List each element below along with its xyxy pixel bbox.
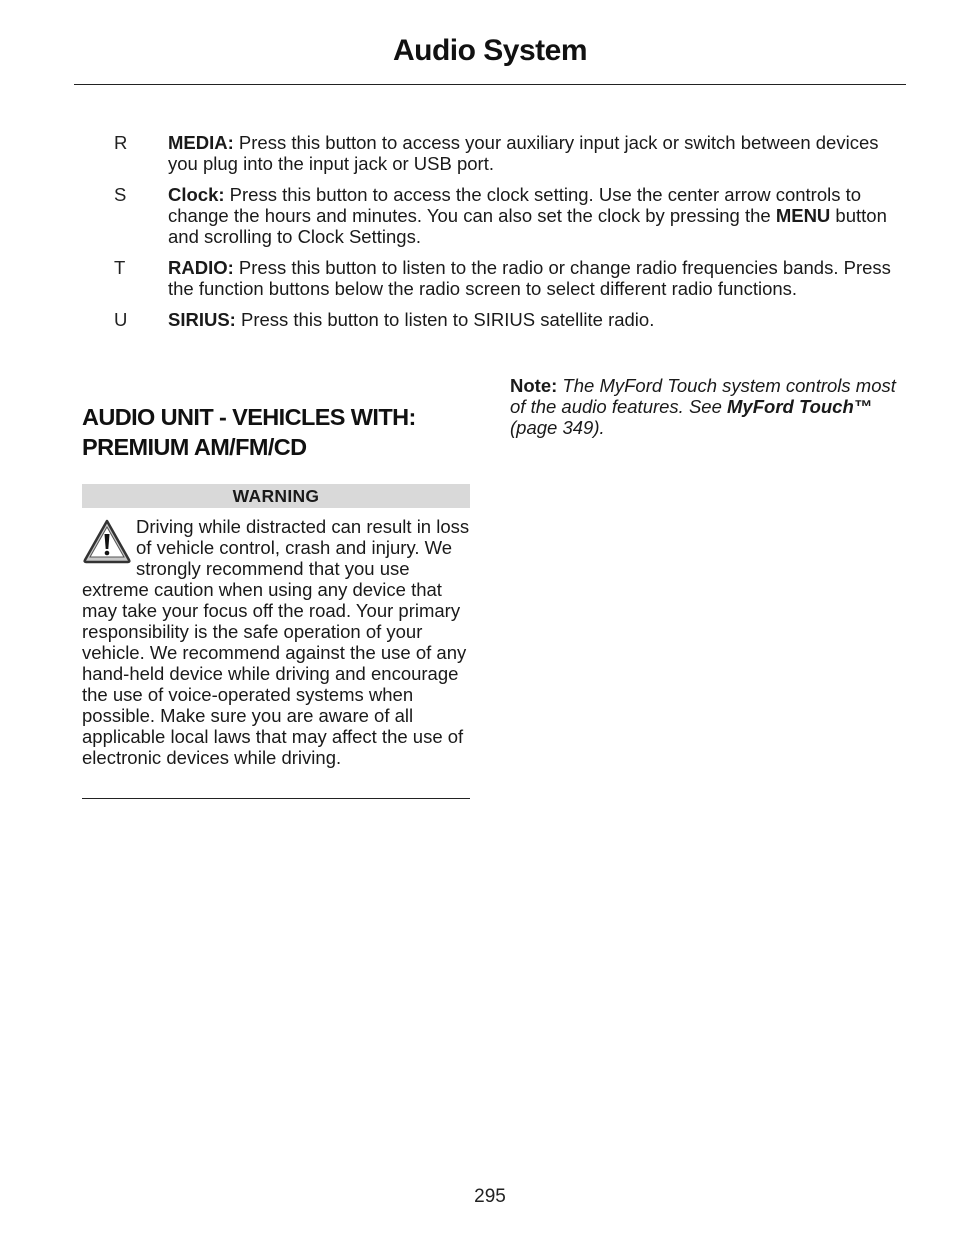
button-description-list xyxy=(114,132,904,340)
item-text: Press this button to access the clock setting. Use the center arrow controls to change the hours and minutes. You can also set the clock by pressing the xyxy=(168,184,862,226)
item-description xyxy=(168,309,904,330)
note-page-ref: (page 349). xyxy=(510,417,605,438)
item-description xyxy=(168,132,904,174)
item-letter: U xyxy=(114,309,128,330)
page-number: 295 xyxy=(474,1186,506,1207)
note xyxy=(510,375,905,438)
note-text: The MyFord Touch system controls most of the audio features. See xyxy=(510,375,896,417)
myford-touch-link[interactable]: MyFord Touch™ xyxy=(727,396,873,417)
page-title: Audio System xyxy=(392,34,588,67)
list-item xyxy=(114,184,904,247)
warning-divider xyxy=(82,798,470,799)
warning-box xyxy=(82,516,470,768)
item-text: Press this button to access your auxiliary input jack or switch between devices you plug into the input jack or USB port. xyxy=(168,132,879,174)
item-description xyxy=(168,184,904,247)
item-letter: R xyxy=(114,132,128,153)
section-heading: AUDIO UNIT - VEHICLES WITH: PREMIUM AM/FM/CD xyxy=(82,404,416,460)
item-letter: S xyxy=(114,184,127,205)
item-description xyxy=(168,257,904,299)
menu-keyword: MENU xyxy=(775,205,831,226)
note-label: Note: xyxy=(510,375,558,396)
item-text-after: button and scrolling to Clock Settings. xyxy=(168,205,887,247)
list-item xyxy=(114,132,904,174)
item-text: Press this button to listen to SIRIUS satellite radio. xyxy=(235,309,655,330)
item-label: SIRIUS: xyxy=(168,309,236,330)
item-letter: T xyxy=(114,257,126,278)
warning-title: WARNING xyxy=(82,484,470,508)
list-item xyxy=(114,309,904,330)
item-label: RADIO: xyxy=(168,257,234,278)
item-label: MEDIA: xyxy=(168,132,234,153)
item-label: Clock: xyxy=(168,184,225,205)
warning-text: Driving while distracted can result in loss of vehicle control, crash and injury. We strongly recommend that you use extreme caution when using any device that may take your focus off the road. Your primary responsibility is the safe operation of your vehicle. We recommend against the use of any hand-held device while driving and encourage the use of voice-operated systems when possible. Make sure you are aware of all applicable local laws that may affect the use of electronic devices while driving. xyxy=(82,516,470,768)
list-item xyxy=(114,257,904,299)
title-divider xyxy=(74,84,906,85)
item-text: Press this button to listen to the radio or change radio frequencies bands. Press the function buttons below the radio screen to select different radio functions. xyxy=(168,257,891,299)
warning-triangle-icon xyxy=(82,518,132,564)
